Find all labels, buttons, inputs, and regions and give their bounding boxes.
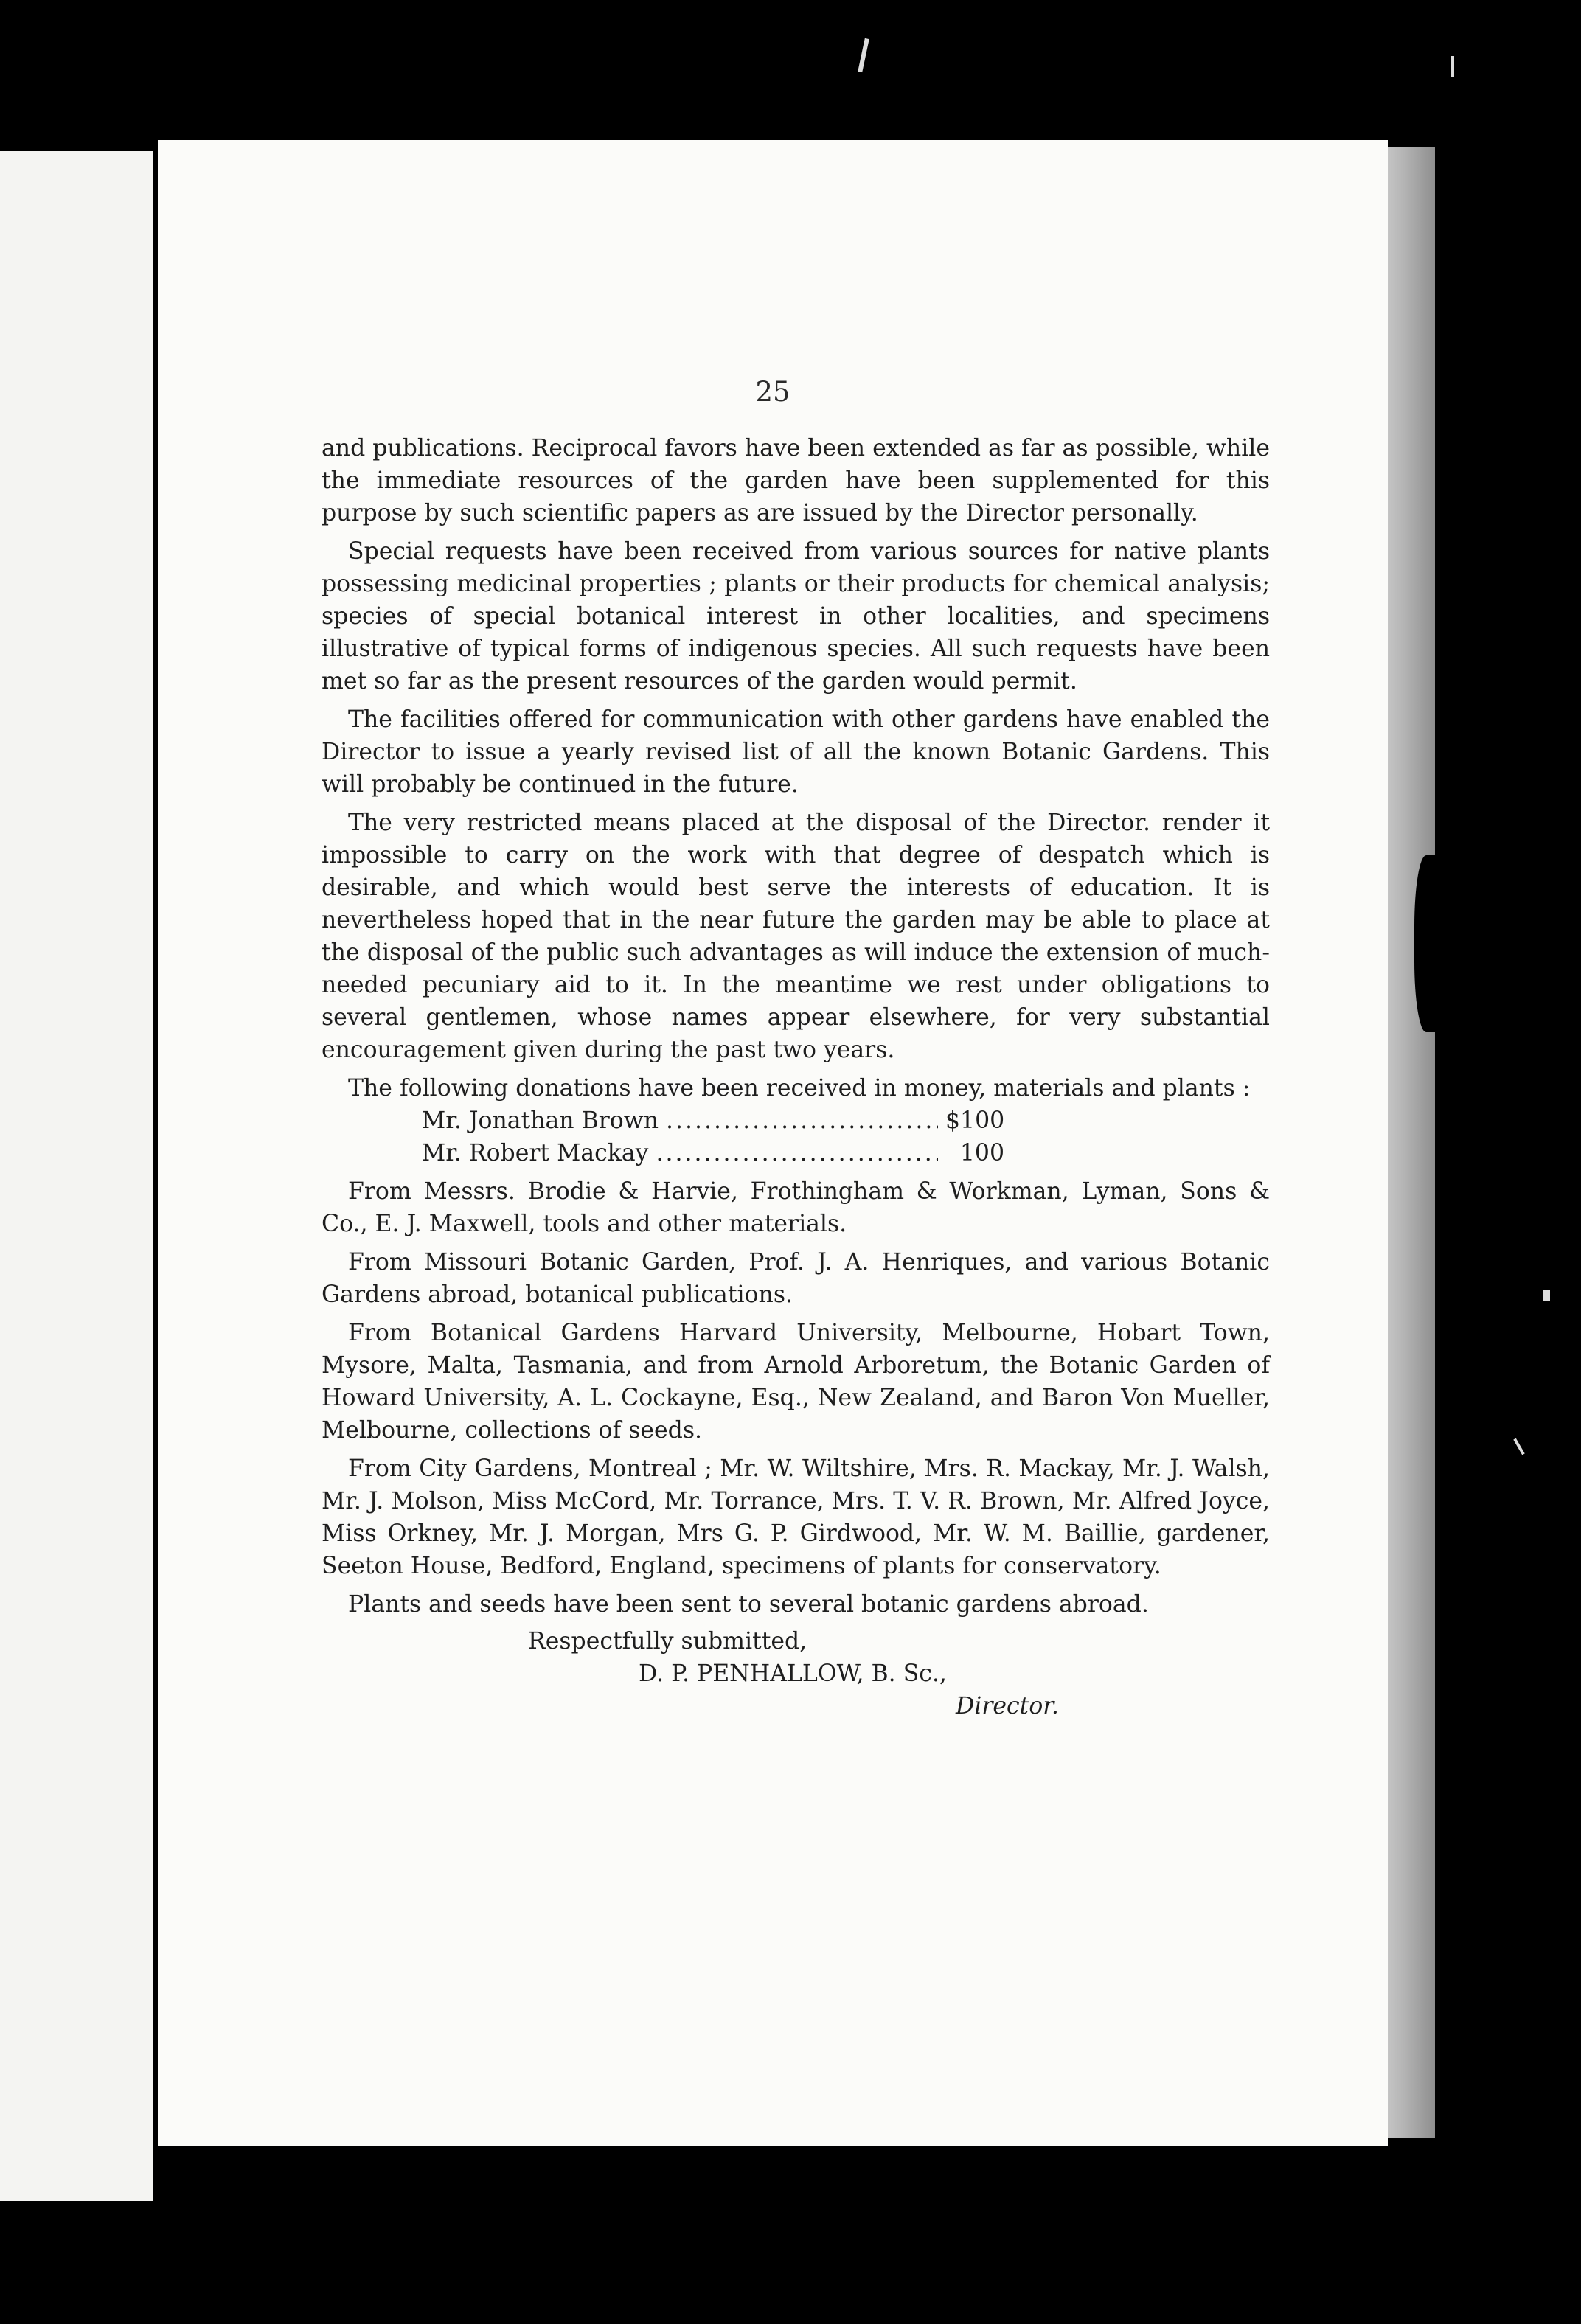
paragraph-conservatory-plants: From City Gardens, Montreal ; Mr. W. Wiltshire, Mrs. R. Mackay, Mr. J. Walsh, Mr. J. Molson, Miss McCord, Mr. Torrance, Mrs. T. V. R. Brown, Mr. Alfred Joyce, Miss Orkney, Mr. J. Morgan, Mrs G. P. Girdwood, Mr. W. M. Baillie, gardener, Seeton House, Bedford, England, specimens of plants for conservatory. (322, 1455, 1270, 1579)
body-text (322, 432, 1270, 1722)
paragraph-plants-sent: Plants and seeds have been sent to several botanic gardens abroad. (348, 1591, 1149, 1618)
scan-speck (1543, 1290, 1550, 1301)
signature-title: Director. (956, 1693, 1059, 1719)
scan-speck (1451, 56, 1454, 77)
paragraph-facilities: The facilities offered for communication with other gardens have enabled the Director to issue a yearly revised list of all the known Botanic Gardens. This will probably be continued in the future. (322, 706, 1270, 798)
paragraph-restricted-means: The very restricted means placed at the disposal of the Director. render it impossible to carry on the work with that degree of despatch which is desirable, and which would best serve the interests of education. It is nevertheless hoped that in the near future the garden may be able to place at the disposal of the public such advantages as will induce the extension of much-needed pecuniary aid to it. In the meantime we rest under obligations to several gentlemen, whose names appear elsewhere, for very substantial encouragement given during the past two years. (322, 810, 1270, 1063)
paragraph-special-requests: Special requests have been received from various sources for native plants possessing medicinal properties ; plants or their products for chemical analysis; species of special botanical interest in other localities, and specimens illustrative of typical forms of indigenous species. All such requests have been met so far as the present resources of the garden would permit. (322, 538, 1270, 695)
dot-leader (666, 1104, 938, 1137)
paragraph-donations-intro: The following donations have been received in money, materials and plants : (348, 1075, 1251, 1102)
donation-row (422, 1104, 1004, 1137)
paragraph-publications-received: From Missouri Botanic Garden, Prof. J. A. Henriques, and various Botanic Gardens abroad, botanical publications. (322, 1249, 1270, 1308)
document-page (158, 140, 1388, 2146)
paragraph-tools-materials: From Messrs. Brodie & Harvie, Frothingham & Workman, Lyman, Sons & Co., E. J. Maxwell, tools and other materials. (322, 1178, 1270, 1237)
book-edge (1383, 147, 1435, 2138)
donor-name: Mr. Jonathan Brown (422, 1107, 659, 1134)
paragraph-publications: and publications. Reciprocal favors have been extended as far as possible, while the immediate resources of the garden have been supplemented for this purpose by such scientific papers as are issued by the Director personally. (322, 435, 1270, 526)
scan-speck (858, 38, 869, 72)
donation-amount: 100 (959, 1140, 1004, 1166)
donation-row (422, 1137, 1004, 1169)
book-edge-notch (1414, 855, 1444, 1032)
paragraph-seed-collections: From Botanical Gardens Harvard University, Melbourne, Hobart Town, Mysore, Malta, Tasmania, and from Arnold Arboretum, the Botanic Garden of Howard University, A. L. Cockayne, Esq., New Zealand, and Baron Von Mueller, Melbourne, collections of seeds. (322, 1320, 1270, 1444)
scan-speck (1513, 1438, 1524, 1455)
page-number: 25 (755, 376, 790, 408)
donation-amount: $100 (945, 1107, 1005, 1134)
left-page-edge (0, 151, 153, 2201)
closing-line: Respectfully submitted, (528, 1628, 807, 1655)
dot-leader (656, 1137, 938, 1169)
signature-line: D. P. PENHALLOW, B. Sc., (639, 1660, 947, 1687)
donor-name: Mr. Robert Mackay (422, 1140, 649, 1166)
